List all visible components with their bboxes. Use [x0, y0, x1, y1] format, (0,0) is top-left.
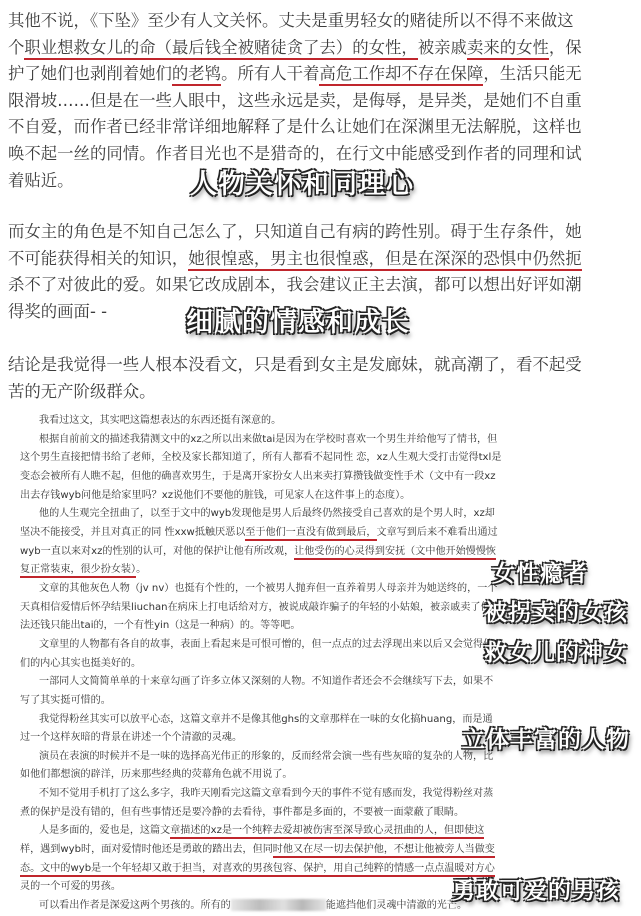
text-segment: 天真相信爱情后怀孕结果liuchan在病床上打电话给对方，被说成敲诈骗子的年轻的小姑娘，被亲戚卖了但没 [20, 601, 501, 613]
text-line [8, 35, 582, 62]
text-line [8, 272, 582, 299]
text-segment: 限滑坡……但是在一些人眼中，这些永远是卖，是侮辱，是异类，是她们不自重 [8, 90, 582, 110]
text-line [8, 219, 582, 246]
text-line [20, 431, 501, 450]
text-segment: 他的人生观完全扭曲了，以至于文中的wyb发现他是男人后最终仍然接受自己喜欢的是个男人时，xz却 [39, 508, 495, 520]
text-line [20, 785, 501, 804]
text-line [20, 822, 501, 841]
text-line [20, 711, 501, 730]
text-segment: 煮的保护是没有错的，但有些事情还是要冷静的去看待，事件都是多面的，不要被一面蒙蔽了眼睛。 [20, 806, 465, 818]
text-segment: 不知不觉用手机打了这么多字，我昨天刚看完这篇文章看到今天的事件不觉有感而发，我觉得粉丝对蒸 [39, 788, 494, 800]
underlined-text: 的老鸨 [172, 64, 221, 86]
text-segment: 苦的无产阶级群众。 [8, 381, 156, 401]
text-segment: 写了其实挺可惜的。 [20, 694, 111, 706]
annotation-care: 人物关怀和同理心 [190, 169, 414, 200]
text-line [8, 61, 582, 88]
text-segment: 不可能获得相关的知识， [8, 248, 189, 268]
text-line [20, 804, 501, 823]
text-line [20, 524, 501, 543]
underlined-text: 复正常装束，很少扮女装） [20, 564, 136, 578]
text-segment: 演员在表演的时候并不是一味的选择高光伟正的形象的，反而经常会演一些有些灰暗的复杂的人物，比 [39, 750, 494, 762]
text-segment: ，生活只能无 [483, 64, 582, 84]
text-segment: wyb一直以来对xz的性别的认可，对他的保护让他有所改观， [20, 545, 295, 557]
text-line [8, 352, 582, 379]
underlined-text: 高危工作却不存在保障 [319, 64, 483, 86]
text-segment: 而女主的角色是不知自己怎么了，只知道自己有病的跨性别。碍于生存条件，她 [8, 222, 582, 241]
blurred-region [231, 899, 326, 911]
text-line [20, 748, 501, 767]
text-segment: 个 [8, 37, 25, 57]
text-segment: 一部同人文简简单单的十来章勾画了许多立体又深刻的人物。不知道作者还会不会继续写下去，如果不 [39, 676, 494, 688]
underlined-text: 让他受伤的心灵得到安抚（文中他开始慢慢恢 [294, 546, 496, 560]
text-line [20, 766, 501, 785]
text-segment: 样，遇到wyb时，面对爱情时他还是勇敢的踏出去，但同 [20, 844, 273, 856]
text-line [20, 599, 501, 618]
text-line [20, 655, 501, 674]
annotation-emotion: 细腻的情感和成长 [186, 307, 410, 338]
text-segment: 唤不起一丝的同情。作者目光也不是猎奇的，在行文中能感受到作者的同理和试 [8, 143, 582, 163]
text-segment: 们的内心其实也挺美好的。 [20, 657, 142, 669]
text-segment: 人是多面的，爱也是，这篇文 [39, 825, 171, 837]
text-line [8, 88, 582, 115]
text-segment: 其他不说，《下坠》至少有人文关怀。丈夫是重男轻女的赌徒所以不得不来做这 [8, 11, 574, 30]
text-line [20, 841, 501, 860]
text-line [20, 505, 501, 524]
underlined-text: 章描述的xz是一个纯粹去爱却被伤害至深导致心灵扭曲的人，但即使这 [170, 825, 484, 839]
annotation-trafficked: 被拐卖的女孩 [484, 600, 628, 626]
text-segment: 不自爱，而作者已经非常详细地解释了是什么让她们在深渊里无法解脱，这样也 [8, 117, 582, 137]
text-segment: 可以看出作者是深爱这两个男孩的。所有的 [39, 900, 231, 912]
underlined-text: 职业想救女儿的命（最后钱全被赌徒贪了去）的女性， [24, 38, 417, 60]
text-segment: 被亲戚 [417, 37, 467, 57]
text-line [20, 729, 501, 748]
text-segment: 如他们都想演的辟洋，历来那些经典的荧幕角色就不用说了。 [20, 769, 293, 781]
text-line [8, 114, 582, 141]
text-line [20, 487, 501, 506]
text-segment: 。所有人干着 [221, 64, 320, 84]
text-line [20, 580, 501, 599]
text-line [20, 860, 501, 879]
text-segment: 杀不了对彼此的爱。如果它改成剧本，我会建议正主去演，都可以想出好评如潮 [8, 275, 582, 295]
text-segment: 着贴近。 [8, 170, 74, 190]
text-segment: 法还钱只能出tai的，一个有性yin（这是一种病）的。等等吧。 [20, 620, 301, 632]
text-line [20, 468, 501, 487]
text-line [20, 543, 501, 562]
text-segment: 得奖的画面- - [8, 301, 107, 321]
annotation-rich-characters: 立体丰富的人物 [462, 727, 630, 753]
text-line [20, 561, 501, 580]
text-segment: 变态会被所有人瞧不起，但他的确喜欢男生，于是离开家扮女人出来卖打算攒钱做变性手术（文中有一段xz [20, 470, 496, 482]
text-line [20, 636, 501, 655]
text-segment: 出去存钱wyb问他是给家里吗？xz说他们不要他的脏钱，可见家人在这件事上的态度）。 [20, 489, 411, 501]
text-line [8, 246, 582, 273]
annotation-addict: 女性瘾者 [492, 561, 588, 587]
text-line [20, 449, 501, 468]
text-line [20, 617, 501, 636]
underlined-text: 时他又在尽一切去保护他，不想让他被旁人当做变 [273, 844, 495, 858]
text-segment: 我看过这文，其实吧这篇想表达的东西还挺有深意的。 [39, 415, 282, 426]
text-segment: 文章里的人物都有各自的故事，表面上看起来是可恨可憎的，但一点点的过去浮现出来以后又会觉得他 [39, 638, 494, 650]
text-segment: 文章的其他灰色人物（jv nv）也挺有个性的，一个被男人抛弃但一直养着男人母亲并为她送终的，一个 [39, 582, 498, 594]
text-segment: 根据自前前文的描述我猜测文中的xz之所以出来做tai是因为在学校时喜欢一个男生并给他写了情书，但 [39, 433, 498, 445]
text-line [20, 878, 501, 897]
annotation-brave-boy: 勇敢可爱的男孩 [452, 878, 620, 904]
text-segment: 。 [136, 564, 147, 576]
underlined-text: 她很惶惑，男主也很惶惑，但是在深深的恐惧中仍然扼 [188, 249, 581, 271]
underlined-text: 卖来的女性 [467, 38, 549, 60]
text-line [20, 692, 501, 711]
underlined-text: 至于他们一直没有做到最后， [245, 527, 376, 541]
paragraph-conclusion [8, 352, 582, 405]
text-line [20, 673, 501, 692]
text-segment: 能遮挡他们灵魂中清澈的光芒。 [325, 900, 468, 912]
screenshot-review-text [20, 412, 501, 916]
text-segment: ，保 [548, 37, 582, 57]
text-segment: 结论是我觉得一些人根本没看文，只是看到女主是发廊妹，就高潮了，看不起受 [8, 355, 582, 374]
annotation-mother: 救女儿的神女 [484, 640, 628, 666]
text-segment: 坚决不能接受，并且对真正的同 性xxw抵触厌恶以 [20, 526, 246, 538]
text-segment: 护了她们也剥削着她们 [8, 64, 172, 84]
underlined-text: 态。文中的wyb是一个年轻却又敢于担当，对喜欢的男孩包容、保护，用自己纯粹的情感一点点温暖对方心 [20, 863, 495, 877]
text-line [20, 412, 501, 431]
text-segment: 灵的一个可爱的男孩。 [20, 881, 121, 893]
text-segment: 过一个这样灰暗的背景在讲述一个个清澈的灵魂。 [20, 732, 243, 744]
text-segment: 这个男生直接把情书给了老师，全校及家长都知道了，所有人都看不起同性 恋，xz人生观大受打击觉得txl是 [20, 452, 502, 464]
text-segment: 文章写到后来不难看出通过 [376, 526, 498, 538]
text-line [20, 897, 501, 916]
text-segment: 我觉得粉丝其实可以放平心态，这篇文章并不是像其他ghs的文章那样在一味的女化搞huang，而是通 [39, 713, 493, 725]
text-line [8, 8, 582, 35]
text-line [8, 379, 582, 406]
